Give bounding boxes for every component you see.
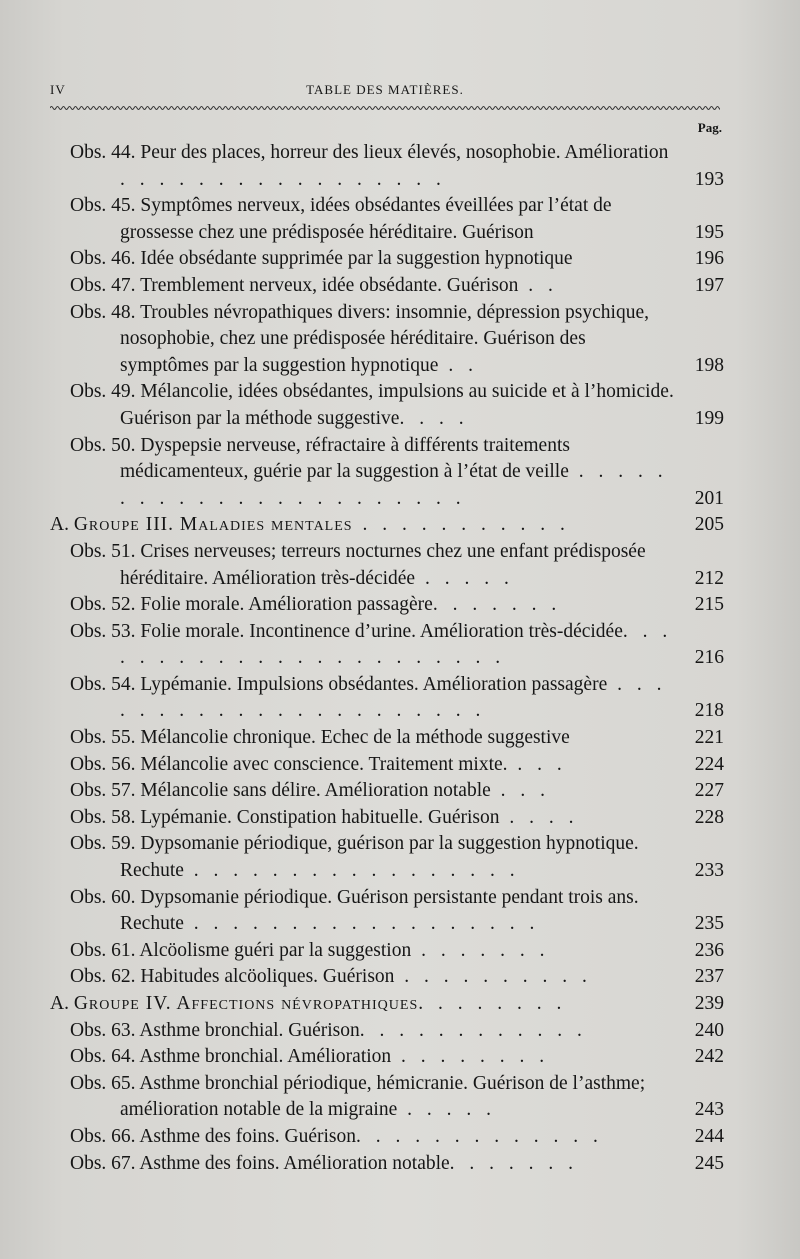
dot-leader: . . <box>518 274 558 296</box>
entry-page-number: 199 <box>694 407 724 429</box>
entry-page-number: 243 <box>694 1099 724 1121</box>
entry-page-number: 218 <box>694 700 724 722</box>
entry-title: Obs. 46. Idée obsédante supprimée par la suggestion hypnotique <box>70 248 573 270</box>
toc-entry <box>50 805 724 832</box>
entry-title: Obs. 63. Asthme bronchial. Guérison <box>70 1019 360 1041</box>
dot-leader: . . . . . . . . . . . . . . . . . . . . . . . <box>120 461 668 509</box>
entry-page-number: 244 <box>694 1125 724 1147</box>
toc-entry <box>50 193 724 246</box>
running-title: TABLE DES MATIÈRES. <box>306 82 464 97</box>
entry-title: Obs. 51. Crises nerveuses; terreurs nocturnes chez une enfant prédisposée héréditaire. Amélioration très-décidée <box>70 540 646 589</box>
dot-leader: . . . . <box>499 806 579 828</box>
entry-title: Obs. 58. Lypémanie. Constipation habituelle. Guérison <box>70 806 500 828</box>
page-number: IV <box>50 82 66 97</box>
dot-leader: . . . . . . . <box>449 1152 579 1174</box>
toc-entry <box>50 1071 724 1124</box>
dot-leader: . . . . . <box>415 567 514 589</box>
dot-leader: . . . . . . . <box>432 594 562 616</box>
toc-entry <box>50 831 724 884</box>
entry-title: Obs. 54. Lypémanie. Impulsions obsédantes. Amélioration passagère <box>70 673 608 695</box>
entry-page-number: 205 <box>694 514 724 536</box>
entry-title: Obs. 50. Dyspepsie nerveuse, réfractaire à différents traitements médicamenteux, guérie par la suggestion à l’état de veille <box>70 434 570 483</box>
entry-title: Obs. 62. Habitudes alcöoliques. Guérison <box>70 966 395 988</box>
page-header <box>50 82 720 102</box>
toc-group-heading <box>50 512 724 539</box>
dot-leader: . . . . . . . . . . . . . . . . . . <box>183 913 540 935</box>
dot-leader: . . . . . . . . . . . <box>352 514 570 536</box>
entry-title: Obs. 49. Mélancolie, idées obsédantes, impulsions au suicide et à l’homicide. Guérison par la méthode suggestive <box>70 381 674 429</box>
dot-leader: . . . . . . . . . . . . . <box>356 1125 603 1147</box>
toc-group-heading <box>50 991 724 1018</box>
entry-title: Obs. 57. Mélancolie sans délire. Amélioration notable <box>70 780 491 802</box>
toc-entry <box>50 300 724 380</box>
toc-entry <box>50 619 724 672</box>
toc-entry <box>50 778 724 805</box>
entry-page-number: 233 <box>694 860 724 882</box>
entry-title: Obs. 47. Tremblement nerveux, idée obsédante. Guérison <box>70 274 519 296</box>
entry-title: Obs. 45. Symptômes nerveux, idées obsédantes éveillées par l’état de grossesse chez une prédisposée héréditaire. Guérison <box>70 195 612 243</box>
entry-title: Obs. 52. Folie morale. Amélioration passagère <box>70 594 433 616</box>
group-prefix: A. <box>50 514 74 536</box>
toc-entry <box>50 752 724 779</box>
table-of-contents <box>50 140 724 1177</box>
entry-page-number: 239 <box>694 993 724 1014</box>
toc-entry <box>50 433 724 513</box>
toc-entry <box>50 725 724 752</box>
dot-leader: . . . . . . . . . . . . . . . . . . . . . . <box>120 673 667 722</box>
entry-page-number: 215 <box>694 594 724 616</box>
dot-leader: . . . . . <box>397 1099 496 1121</box>
dot-leader: . . . . . . . . . . . . . . . . . <box>120 168 446 190</box>
entry-page-number: 201 <box>694 487 724 509</box>
group-title: Groupe III. Maladies mentales <box>73 514 353 536</box>
dot-leader: . . . . . . . . . . <box>394 966 592 988</box>
entry-page-number: 237 <box>694 966 724 988</box>
entry-page-number: 236 <box>694 939 724 961</box>
entry-page-number: 198 <box>694 354 724 376</box>
entry-title: Obs. 48. Troubles névropathiques divers: insomnie, dépression psychique, nosophobie, chez une prédisposée héréditaire. Guérison des symptômes par la suggestion hypnotique <box>70 301 649 376</box>
entry-page-number: 227 <box>694 780 724 802</box>
entry-title: Obs. 44. Peur des places, horreur des lieux élevés, nosophobie. Amélioration <box>70 142 669 163</box>
dot-leader: . . . . . . . . . . . . . . . . . <box>183 860 520 882</box>
toc-entry <box>50 1044 724 1071</box>
entry-page-number: 242 <box>694 1046 724 1068</box>
page-column-label: Pag. <box>697 120 722 135</box>
toc-entry <box>50 885 724 938</box>
toc-entry <box>50 246 724 273</box>
toc-entry <box>50 539 724 592</box>
dot-leader: . . . . . . . <box>411 939 550 961</box>
entry-title: Obs. 66. Asthme des foins. Guérison <box>70 1125 356 1147</box>
toc-entry <box>50 672 724 725</box>
entry-title: Obs. 53. Folie morale. Incontinence d’urine. Amélioration très-décidée <box>70 620 623 642</box>
entry-title: Obs. 60. Dypsomanie périodique. Guérison persistante pendant trois ans. Rechute <box>70 886 639 935</box>
dot-leader: . . . <box>490 780 551 802</box>
toc-entry <box>50 379 724 432</box>
entry-page-number: 196 <box>694 248 724 270</box>
dot-leader: . . . . <box>399 407 469 429</box>
entry-title: Obs. 64. Asthme bronchial. Amélioration <box>70 1046 392 1068</box>
toc-entry <box>50 938 724 965</box>
entry-title: Obs. 65. Asthme bronchial périodique, hémicranie. Guérison de l’asthme; amélioration notable de la migraine <box>70 1072 646 1121</box>
entry-page-number: 224 <box>694 753 724 775</box>
entry-title: Obs. 67. Asthme des foins. Amélioration notable <box>70 1152 450 1174</box>
dot-leader: . . . . . . . . . . . . . . . . . . . . . . . <box>120 620 673 669</box>
entry-page-number: 228 <box>694 806 724 828</box>
entry-page-number: 216 <box>694 647 724 669</box>
entry-page-number: 195 <box>694 221 724 243</box>
dot-leader: . . . . . . . . . . . . <box>359 1019 587 1041</box>
dot-leader: . . <box>438 354 478 376</box>
toc-entry <box>50 1151 724 1178</box>
entry-page-number: 193 <box>694 168 724 190</box>
entry-page-number: 197 <box>694 274 724 296</box>
toc-entry <box>50 1018 724 1045</box>
entry-title: Obs. 61. Alcöolisme guéri par la suggestion <box>70 939 412 961</box>
toc-entry <box>50 273 724 300</box>
group-prefix: A. <box>50 993 74 1014</box>
wavy-rule <box>50 104 720 112</box>
toc-entry <box>50 964 724 991</box>
entry-page-number: 245 <box>694 1152 724 1174</box>
dot-leader: . . . . . . . . <box>391 1046 550 1068</box>
entry-title: Obs. 59. Dypsomanie périodique, guérison par la suggestion hypnotique. Rechute <box>70 833 639 882</box>
dot-leader: . . . <box>507 753 567 775</box>
entry-page-number: 235 <box>694 913 724 935</box>
entry-page-number: 221 <box>694 727 724 749</box>
entry-title: Obs. 56. Mélancolie avec conscience. Traitement mixte. <box>70 753 508 775</box>
group-title: Groupe IV. Affections névropathiques <box>73 993 419 1014</box>
entry-page-number: 240 <box>694 1019 724 1041</box>
toc-entry <box>50 1124 724 1151</box>
toc-entry <box>50 140 724 193</box>
entry-title: Obs. 55. Mélancolie chronique. Echec de la méthode suggestive <box>70 727 570 749</box>
entry-page-number: 212 <box>694 567 724 589</box>
toc-entry <box>50 592 724 619</box>
dot-leader: . . . . . . . . <box>418 993 567 1014</box>
